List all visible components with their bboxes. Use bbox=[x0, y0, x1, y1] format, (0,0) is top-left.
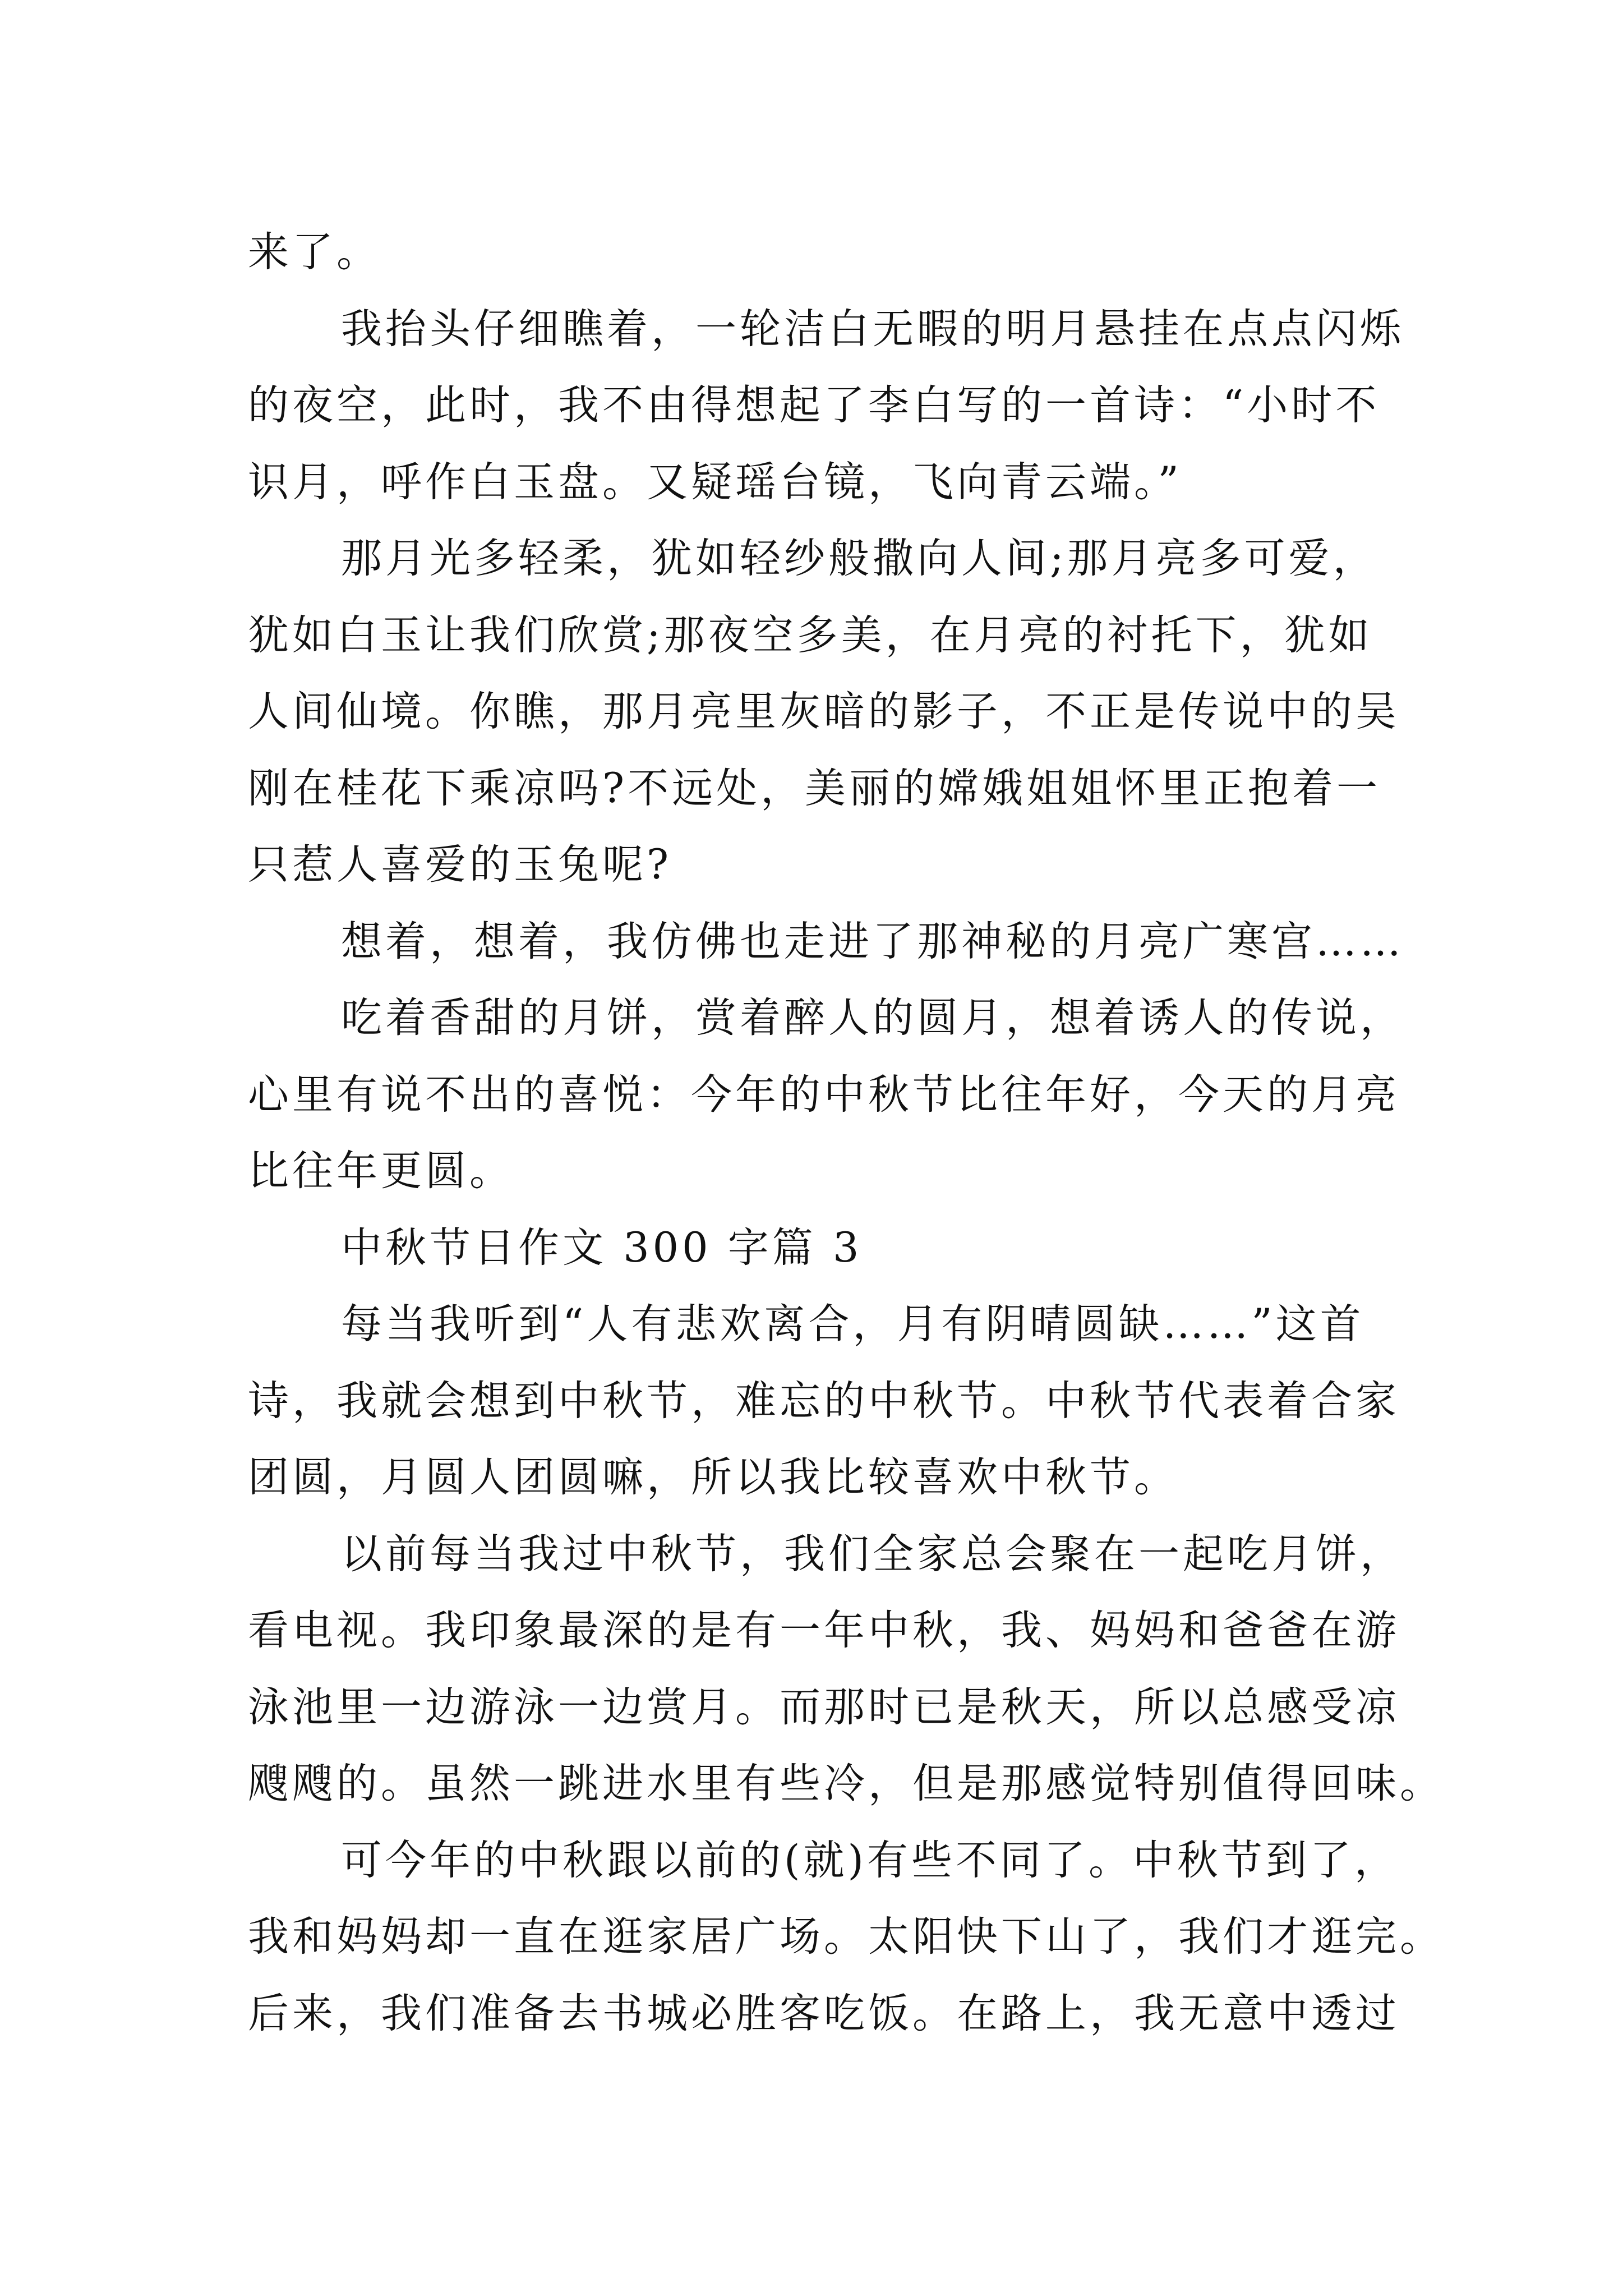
text-line: 诗，我就会想到中秋节，难忘的中秋节。中秋节代表着合家 bbox=[248, 1377, 1400, 1425]
text-line: 的夜空，此时，我不由得想起了李白写的一首诗：“小时不 bbox=[248, 381, 1380, 429]
text-line: 泳池里一边游泳一边赏月。而那时已是秋天，所以总感受凉 bbox=[248, 1683, 1400, 1731]
text-line: 吃着香甜的月饼，赏着醉人的圆月，想着诱人的传说， bbox=[341, 994, 1404, 1042]
text-line: 识月，呼作白玉盘。又疑瑶台镜，飞向青云端。” bbox=[248, 458, 1182, 506]
text-line: 飕飕的。虽然一跳进水里有些冷，但是那感觉特别值得回味。 bbox=[248, 1760, 1444, 1807]
text-line: 那月光多轻柔，犹如轻纱般撒向人间;那月亮多可爱， bbox=[341, 535, 1377, 582]
text-line: 比往年更圆。 bbox=[248, 1147, 514, 1195]
text-line: 犹如白玉让我们欣赏;那夜空多美，在月亮的衬托下，犹如 bbox=[248, 611, 1373, 659]
text-line: 只惹人喜爱的玉兔呢? bbox=[248, 841, 672, 889]
section-heading: 中秋节日作文 300 字篇 3 bbox=[341, 1223, 863, 1272]
text-line: 看电视。我印象最深的是有一年中秋，我、妈妈和爸爸在游 bbox=[248, 1607, 1400, 1654]
text-line: 来了。 bbox=[248, 228, 381, 276]
text-line: 后来，我们准备去书城必胜客吃饭。在路上，我无意中透过 bbox=[248, 1989, 1400, 2037]
text-line: 可今年的中秋跟以前的(就)有些不同了。中秋节到了， bbox=[341, 1836, 1399, 1884]
text-line: 以前每当我过中秋节，我们全家总会聚在一起吃月饼， bbox=[341, 1530, 1404, 1578]
text-line: 刚在桂花下乘凉吗?不远处，美丽的嫦娥姐姐怀里正抱着一 bbox=[248, 764, 1381, 812]
text-line: 心里有说不出的喜悦：今年的中秋节比往年好，今天的月亮 bbox=[248, 1070, 1400, 1119]
text-line: 团圆，月圆人团圆嘛，所以我比较喜欢中秋节。 bbox=[248, 1453, 1178, 1501]
essay-body bbox=[248, 214, 1444, 2052]
text-line: 想着，想着，我仿佛也走进了那神秘的月亮广寒宫…… bbox=[341, 917, 1404, 965]
text-line: 我和妈妈却一直在逛家居广场。太阳快下山了，我们才逛完。 bbox=[248, 1913, 1444, 1961]
text-line: 每当我听到“人有悲欢离合，月有阴晴圆缺……”这首 bbox=[341, 1300, 1364, 1348]
text-line: 我抬头仔细瞧着，一轮洁白无暇的明月悬挂在点点闪烁 bbox=[341, 305, 1404, 353]
text-line: 人间仙境。你瞧，那月亮里灰暗的影子，不正是传说中的吴 bbox=[248, 688, 1400, 735]
